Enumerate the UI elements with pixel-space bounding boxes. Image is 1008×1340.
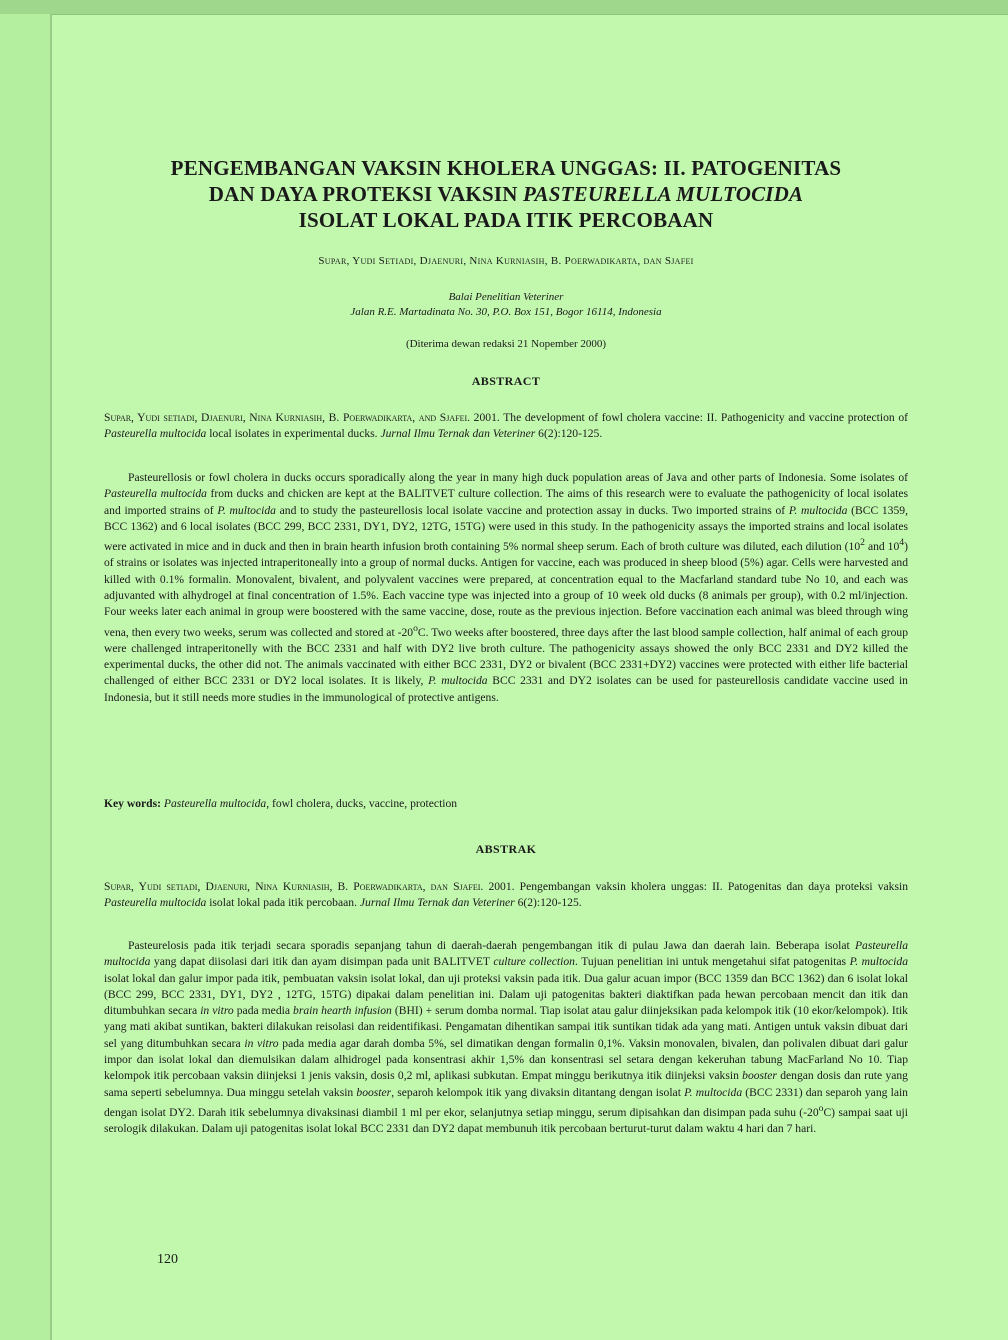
received-date: (Diterima dewan redaksi 21 Nopember 2000) (405, 338, 607, 350)
page-number: 120 (157, 1252, 178, 1267)
abstract-heading: ABSTRACT (471, 374, 541, 388)
left-margin-bar (0, 14, 52, 1340)
abstrak-body: Pasteurelosis pada itik terjadi secara sporadis sepanjang tahun di daerah-daerah pengembangan itik di pulau Jawa dan daerah lain. Beberapa isolat Pasteurella multocida yang dapat diisolasi dari itik dan ayam disimpan pada unit BALITVET culture collection. Tujuan penelitian ini untuk mengetahui sifat patogenitas P. multocida isolat lokal dan galur impor pada itik, pembuatan vaksin isolat lokal, dan uji proteksi vaksin pada itik. Dua galur acuan impor (BCC 1359 dan BCC 1362) dan 6 isolat lokal (BCC 299, BCC 2331, DY1, DY2 , 12TG, 15TG) dipakai dalam penelitian ini. Dalam uji patogenitas bakteri diaktifkan pada hewan percobaan mencit dan itik dan ditumbuhkan secara in vitro pada media brain hearth infusion (BHI) + serum domba normal. Tiap isolat atau galur diinjeksikan pada kelompok itik (10 ekor/kelompok). Itik yang mati akibat suntikan, bakteri dilakukan reisolasi dan reidentifikasi. Pengamatan dihentikan sampai itik suntikan tidak ada yang mati. Antigen untuk vaksin dibuat dari sel yang ditumbuhkan secara in vitro pada media agar darah domba 5%, sel dimatikan dengan formalin 0,1%. Vaksin monovalen, bivalen, dan polivalen dibuat dari galur impor dan isolat lokal dan diemulsikan dalam alhidrogel pada konsentrasi akhir 1,5% dan konsentrasi sel setara dengan kekeruhan tabung MacFarland No 10. Tiap kelompok itik percobaan vaksin diinjeksi 1 jenis vaksin, dosis 0,2 ml, aplikasi subkutan. Empat minggu berikutnya itik diinjeksi vaksin booster dengan dosis dan rute yang sama seperti sebelumnya. Dua minggu setelah vaksin booster, separoh kelompok itik yang divaksin ditantang dengan isolat P. multocida (BCC 2331) dan separoh yang lain dengan isolat DY2. Darah itik sebelumnya divaksinasi diambil 1 ml per ekor, selanjutnya setiap minggu, serum dipisahkan dan disimpan pada suhu (-20$^o$C) sampai saat uji serologik dilakukan. Dalam uji patogenitas isolat lokal BCC 2331 dan DY2 dapat membunuh itik percobaan berturut-turut dalam waktu 4 hari dan 7 hari. (104, 939, 909, 1136)
keywords: Key words: Pasteurella multocida, fowl cholera, ducks, vaccine, protection (104, 797, 458, 810)
abstrak-heading: ABSTRAK (475, 842, 537, 856)
abstrak-citation: Supar, Yudi setiadi, Djaenuri, Nina Kurniasih, B. Poerwadikarta, dan Sjafei. 2001. Pengembangan vaksin kholera unggas: II. Patogenitas dan daya proteksi vaksin Pasteurella multocida isolat lokal pada itik percobaan. Jurnal Ilmu Ternak dan Veteriner 6(2):120-125. (104, 880, 909, 910)
article-title (104, 155, 908, 233)
author-list: Supar, Yudi Setiadi, Djaenuri, Nina Kurniasih, B. Poerwadikarta, dan Sjafei (318, 255, 694, 267)
affiliation-address: Jalan R.E. Martadinata No. 30, P.O. Box 151, Bogor 16114, Indonesia (350, 306, 662, 318)
keywords-label: Key words: (104, 797, 161, 810)
affiliation (104, 290, 908, 320)
window-top-border (0, 0, 1008, 15)
title-line-3: ISOLAT LOKAL PADA ITIK PERCOBAAN (298, 208, 714, 232)
title-species: PASTEURELLA MULTOCIDA (523, 182, 804, 206)
affiliation-institution: Balai Penelitian Veteriner (448, 291, 564, 303)
abstract-citation: Supar, Yudi setiadi, Djaenuri, Nina Kurniasih, B. Poerwadikarta, and Sjafei. 2001. The development of fowl cholera vaccine: II. Pathogenicity and vaccine protection of Pasteurella multocida local isolates in experimental ducks. Jurnal Ilmu Ternak dan Veteriner 6(2):120-125. (104, 411, 909, 441)
title-line-2: DAN DAYA PROTEKSI VAKSIN PASTEURELLA MULTOCIDA (208, 182, 804, 206)
title-line-1: PENGEMBANGAN VAKSIN KHOLERA UNGGAS: II. PATOGENITAS (170, 156, 842, 180)
abstract-body: Pasteurellosis or fowl cholera in ducks occurs sporadically along the year in many high duck population areas of Java and other parts of Indonesia. Some isolates of Pasteurella multocida from ducks and chicken are kept at the BALITVET culture collection. The aims of this research were to evaluate the pathogenicity of local isolates and imported strains of P. multocida and to study the pasteurellosis local isolate vaccine and protection assay in ducks. Two imported strains of P. multocida (BCC 1359, BCC 1362) and 6 local isolates (BCC 299, BCC 2331, DY1, DY2, 12TG, 15TG) were used in this study. In the pathogenicity assays the imported strains and local isolates were activated in mice and in duck and then in brain hearth infusion broth containing 5% normal sheep serum. Each of broth culture was diluted, each dilution ($10^2$ and $10^4$) of strains or isolates was injected intraperitoneally into a group of normal ducks. Antigen for vaccine, each was produced in sheep blood (5%) agar. Cells were harvested and killed with 0.1% formalin. Monovalent, bivalent, and polyvalent vaccines were prepared, at concentration equal to the Macfarland standard tube No 10, and each was adjuvanted with alhydrogel at final concentration of 1.5%. Each vaccine type was injected into a group of 10 week old ducks (8 animals per group), with 0.2 ml/injection. Four weeks later each animal in group were boostered with the same vaccine, dose, route as the previous injection. Before vaccination each animal was bleed through wing vena, then every two weeks, serum was collected and stored at -20$^o$C. Two weeks after boostered, three days after the last blood sample collection, half animal of each group were challenged intraperitonelly with the BCC 2331 and half with DY2 live broth culture. The pathogenicity assays showed the only BCC 2331 and DY2 killed the experimental ducks, the other did not. The animals vaccinated with either BCC 2331, DY2 or bivalent (BCC 2331+DY2) vaccines were protected with either life bacterial challenged of either BCC 2331 or DY2 local isolates. It is likely, P. multocida BCC 2331 and DY2 isolates can be used for pasteurellosis candidate vaccine used in Indonesia, but it still needs more studies in the immunological of protective antigens. (104, 471, 908, 704)
